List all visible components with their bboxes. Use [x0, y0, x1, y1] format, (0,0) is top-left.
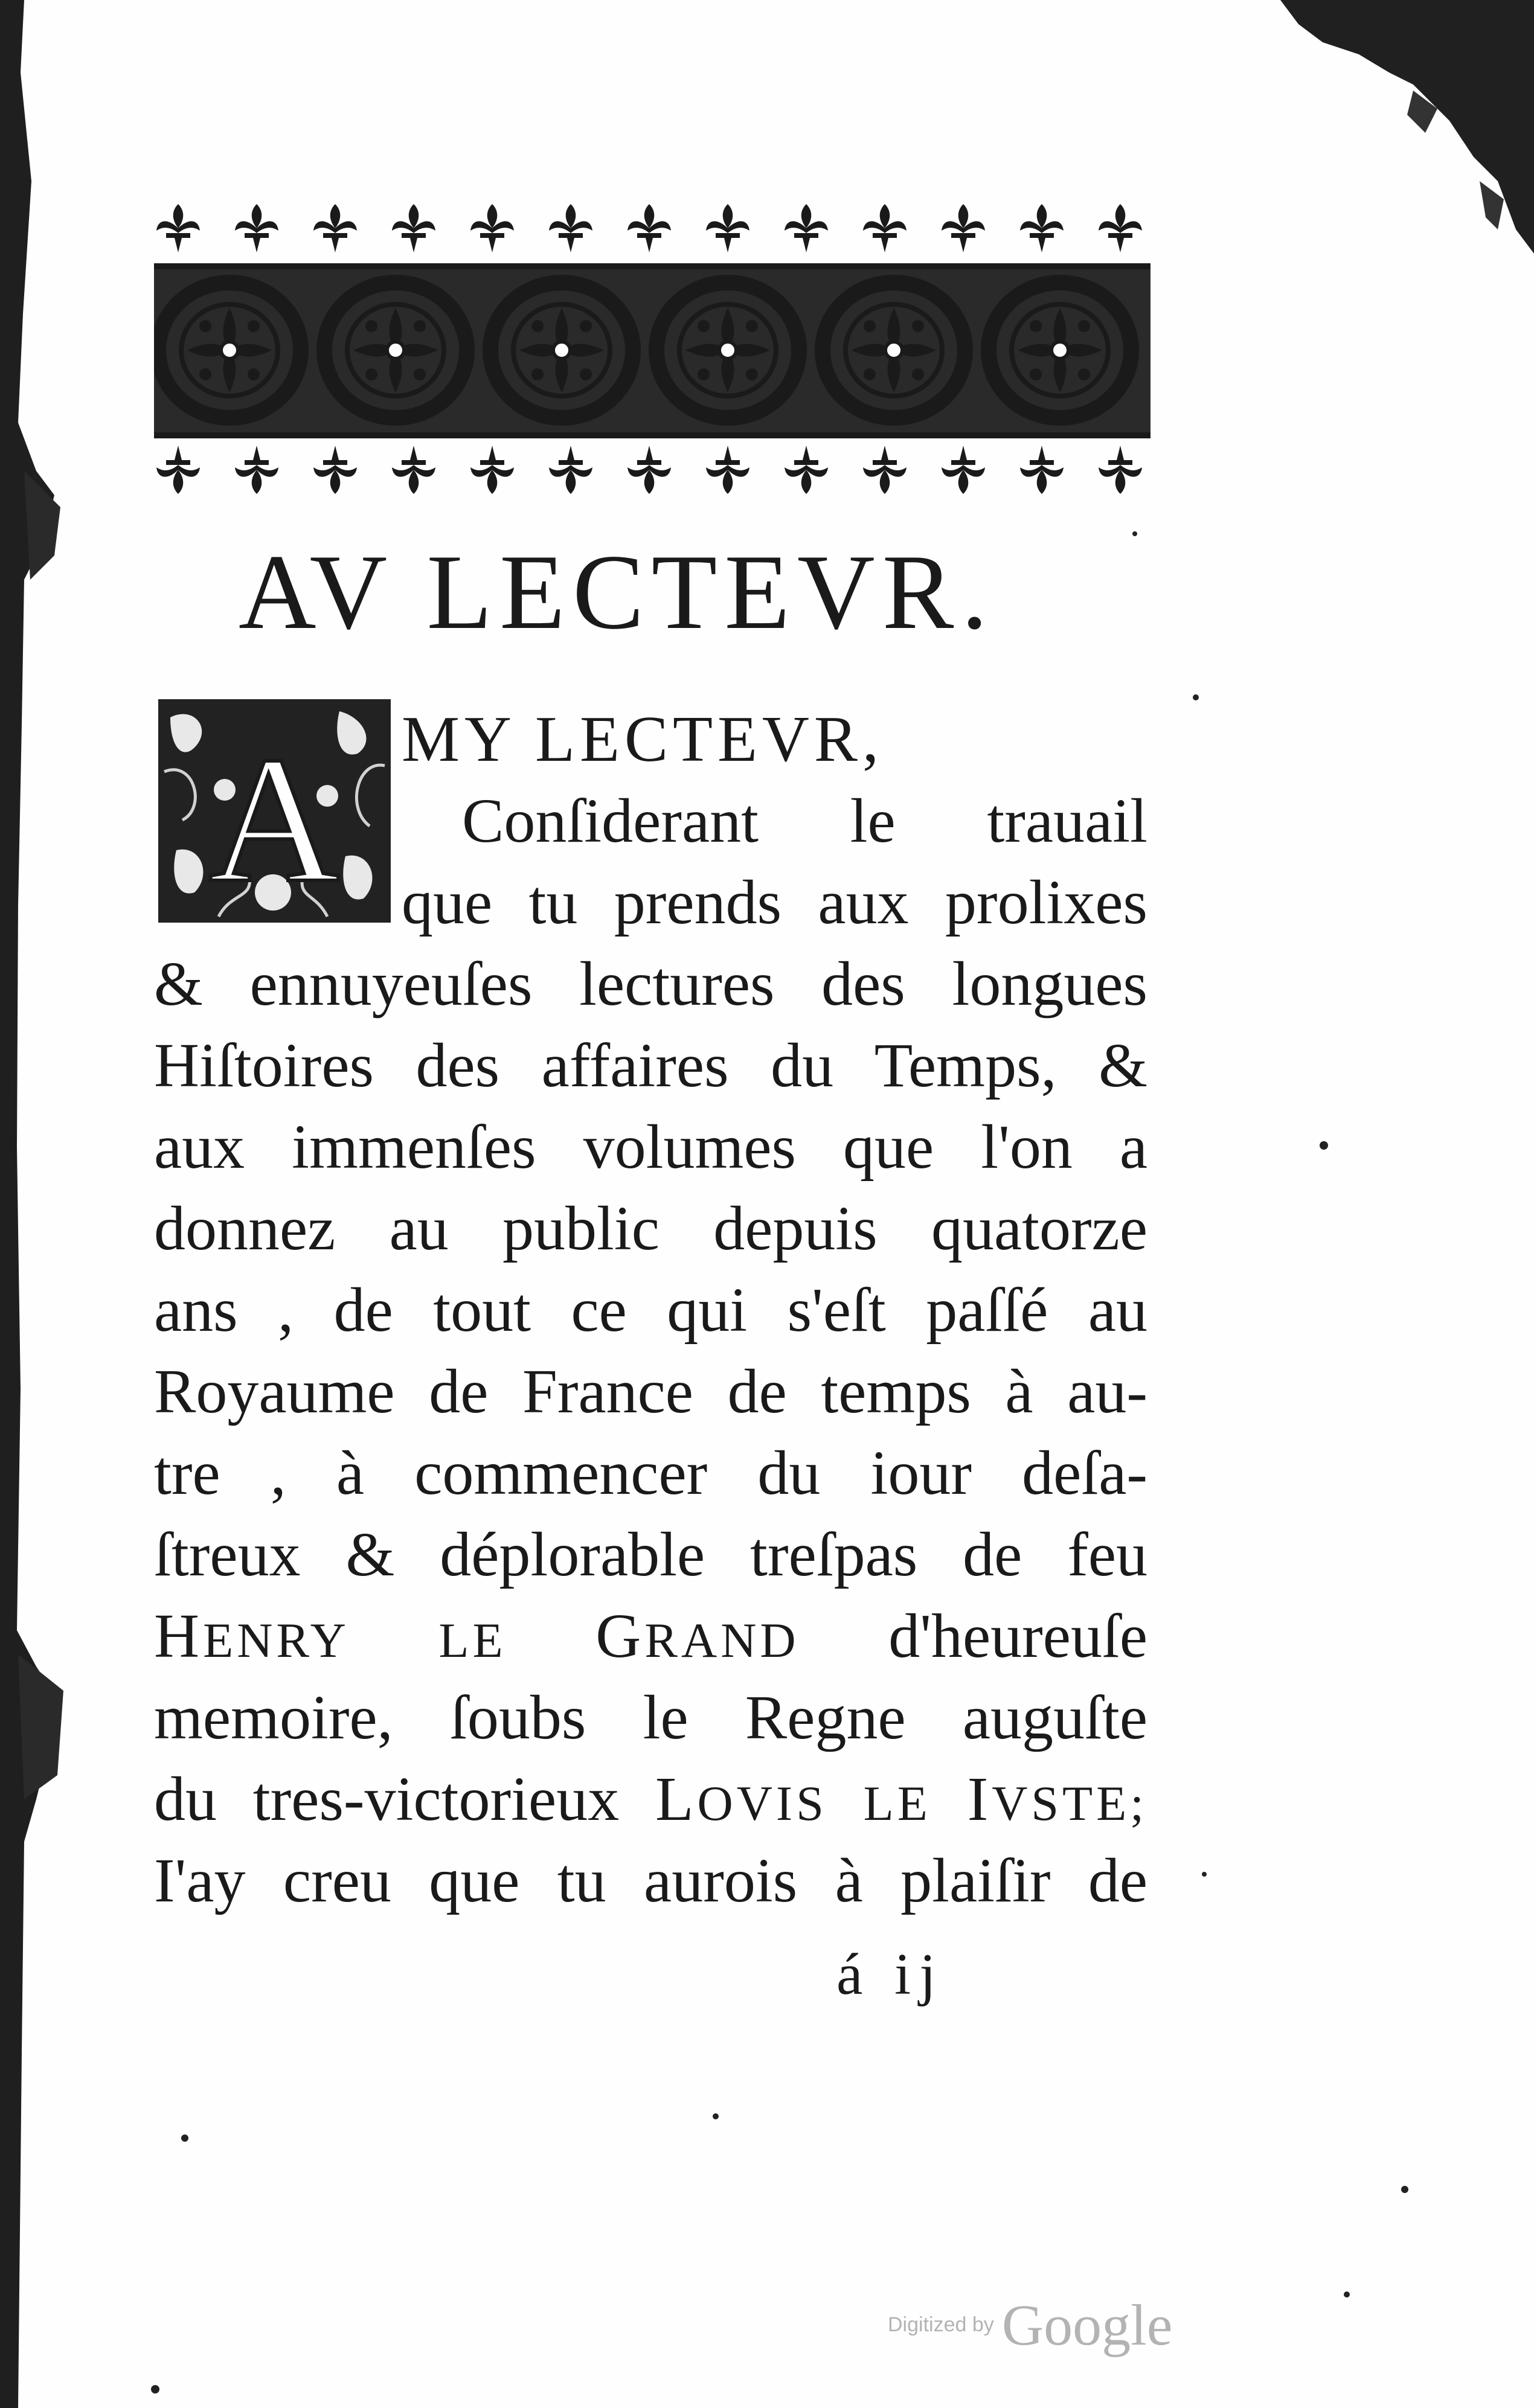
text-line-10: tre , à commencer du iour deſa-	[154, 1438, 1147, 1508]
scan-speck	[713, 2113, 719, 2119]
scan-speck	[181, 2134, 188, 2142]
digitized-watermark	[888, 2291, 1172, 2358]
ornamental-headpiece	[154, 192, 1150, 506]
name-iuste: IVSTE;	[967, 1764, 1148, 1834]
scan-speck	[1132, 531, 1137, 536]
watermark-prefix: Digitized by	[888, 2313, 994, 2336]
decorated-initial	[158, 699, 391, 923]
name-grand: GRAND	[595, 1601, 800, 1671]
name-le: LE	[438, 1613, 507, 1668]
line-12-rest: d'heureuſe	[888, 1601, 1147, 1671]
text-line-2: Conſiderant le trauail	[462, 786, 1147, 856]
name-le-2: LE	[863, 1776, 931, 1831]
text-line-9: Royaume de France de temps à au-	[154, 1357, 1147, 1426]
text-line-13: memoire, ſoubs le Regne auguſte	[154, 1683, 1147, 1752]
text-line-14	[154, 1760, 1147, 1843]
signature-mark: á ij	[836, 1942, 945, 2007]
text-line-4: & ennuyeuſes lectures des longues	[154, 949, 1147, 1019]
text-line-6: aux immenſes volumes que l'on a	[154, 1112, 1147, 1182]
name-henry: HENRY	[154, 1601, 350, 1671]
text-line-8: ans , de tout ce qui s'eſt paſſé au	[154, 1275, 1147, 1345]
scan-edge-left	[0, 0, 66, 2408]
scan-speck	[1344, 2291, 1350, 2298]
scan-speck	[1193, 694, 1199, 700]
scan-speck	[1202, 1872, 1207, 1877]
text-line-3: que tu prends aux prolixes	[402, 868, 1147, 937]
line-14-prefix: du tres-victorieux	[154, 1764, 620, 1834]
watermark-brand-logo: Google	[1001, 2293, 1173, 2357]
text-line-7: donnez au public depuis quatorze	[154, 1194, 1147, 1263]
scan-edge-top-right	[1232, 0, 1534, 278]
drop-cap-letter: A	[208, 719, 340, 920]
text-line-1: MY LECTEVR,	[402, 703, 884, 775]
scan-speck	[1320, 1141, 1328, 1150]
text-line-11: ſtreux & déplorable treſpas de feu	[154, 1520, 1147, 1589]
page-title: AV LECTEVR.	[239, 532, 995, 652]
scan-speck	[1401, 2186, 1408, 2193]
name-lovis: LOVIS	[655, 1764, 827, 1834]
scan-speck	[151, 2385, 159, 2394]
text-line-12	[154, 1597, 1147, 1680]
text-line-15: I'ay creu que tu aurois à plaiſir de	[154, 1846, 1147, 1915]
text-line-5: Hiſtoires des affaires du Temps, &	[154, 1031, 1147, 1100]
